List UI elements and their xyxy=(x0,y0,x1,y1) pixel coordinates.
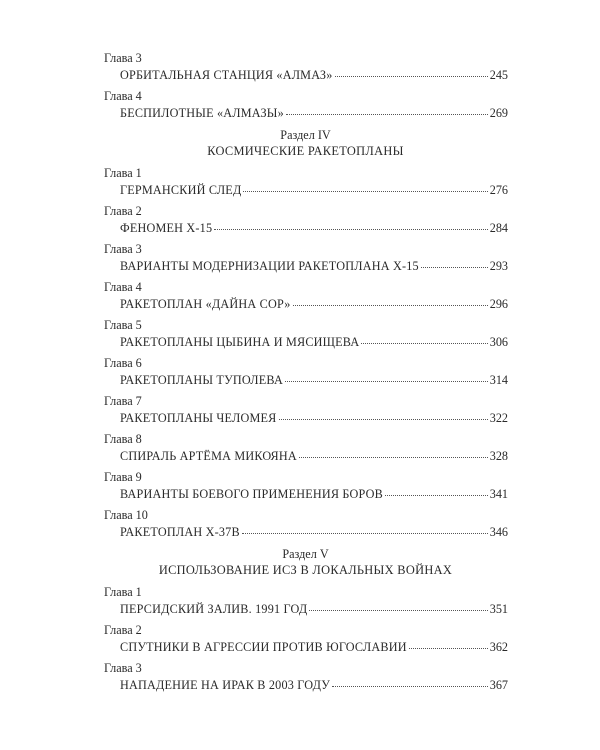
dot-leader xyxy=(385,483,488,496)
page-number: 328 xyxy=(489,449,508,463)
chapter-title-line[interactable] xyxy=(120,638,508,654)
dot-leader xyxy=(309,598,487,611)
chapter-title-line[interactable] xyxy=(120,600,508,616)
chapter-title-line[interactable] xyxy=(120,523,508,539)
toc-entry[interactable] xyxy=(103,204,508,235)
chapter-title: ФЕНОМЕН Х-15 xyxy=(120,221,213,235)
chapter-label: Глава 9 xyxy=(104,470,142,484)
chapter-title: СПУТНИКИ В АГРЕССИИ ПРОТИВ ЮГОСЛАВИИ xyxy=(120,640,407,654)
chapter-label: Глава 2 xyxy=(104,204,142,218)
chapter-title-line[interactable] xyxy=(120,181,508,197)
chapter-label: Глава 1 xyxy=(104,585,142,599)
page-number: 296 xyxy=(489,297,508,311)
chapter-title-line[interactable] xyxy=(120,295,508,311)
chapter-title: ВАРИАНТЫ МОДЕРНИЗАЦИИ РАКЕТОПЛАНА Х-15 xyxy=(120,259,419,273)
toc-entry[interactable] xyxy=(103,394,508,425)
chapter-title: ПЕРСИДСКИЙ ЗАЛИВ. 1991 ГОД xyxy=(120,602,308,616)
toc-entry[interactable] xyxy=(103,356,508,387)
chapter-label: Глава 4 xyxy=(104,280,142,294)
toc-entry[interactable] xyxy=(103,432,508,463)
chapter-title: РАКЕТОПЛАНЫ ЧЕЛОМЕЯ xyxy=(120,411,277,425)
chapter-label: Глава 4 xyxy=(104,89,142,103)
toc-entry[interactable] xyxy=(103,166,508,197)
chapter-title: СПИРАЛЬ АРТЁМА МИКОЯНА xyxy=(120,449,297,463)
chapter-title-line[interactable] xyxy=(120,257,508,273)
chapter-label: Глава 3 xyxy=(104,242,142,256)
toc-entry[interactable] xyxy=(103,623,508,654)
chapter-label: Глава 5 xyxy=(104,318,142,332)
dot-leader xyxy=(286,102,488,115)
chapter-title-line[interactable] xyxy=(120,676,508,692)
dot-leader xyxy=(409,636,488,649)
chapter-title-line[interactable] xyxy=(120,409,508,425)
page-number: 341 xyxy=(489,487,508,501)
toc-entry[interactable] xyxy=(103,585,508,616)
page-number: 322 xyxy=(489,411,508,425)
chapter-title-line[interactable] xyxy=(120,104,508,120)
chapter-title: РАКЕТОПЛАНЫ ЦЫБИНА И МЯСИЩЕВА xyxy=(120,335,360,349)
chapter-title-line[interactable] xyxy=(120,447,508,463)
section-title: КОСМИЧЕСКИЕ РАКЕТОПЛАНЫ xyxy=(207,144,404,158)
dot-leader xyxy=(242,521,488,534)
page-number: 346 xyxy=(489,525,508,539)
page-number: 367 xyxy=(489,678,508,692)
chapter-title-line[interactable] xyxy=(120,371,508,387)
table-of-contents xyxy=(103,51,508,699)
toc-entry[interactable] xyxy=(103,51,508,82)
section-title: ИСПОЛЬЗОВАНИЕ ИСЗ В ЛОКАЛЬНЫХ ВОЙНАХ xyxy=(158,563,453,577)
chapter-label: Глава 7 xyxy=(104,394,142,408)
dot-leader xyxy=(214,217,487,230)
section-label: Раздел V xyxy=(282,547,329,561)
toc-entry[interactable] xyxy=(103,470,508,501)
page-number: 245 xyxy=(489,68,508,82)
dot-leader xyxy=(332,674,488,687)
page-number: 276 xyxy=(489,183,508,197)
chapter-title: ГЕРМАНСКИЙ СЛЕД xyxy=(120,183,242,197)
chapter-label: Глава 6 xyxy=(104,356,142,370)
section-label: Раздел IV xyxy=(280,128,331,142)
page-number: 314 xyxy=(489,373,508,387)
chapter-label: Глава 8 xyxy=(104,432,142,446)
chapter-title: РАКЕТОПЛАН «ДАЙНА СОР» xyxy=(120,297,291,311)
chapter-label: Глава 1 xyxy=(104,166,142,180)
chapter-label: Глава 3 xyxy=(104,51,142,65)
chapter-title-line[interactable] xyxy=(120,485,508,501)
chapter-title-line[interactable] xyxy=(120,66,508,82)
page-number: 284 xyxy=(489,221,508,235)
toc-entry[interactable] xyxy=(103,89,508,120)
dot-leader xyxy=(285,369,488,382)
dot-leader xyxy=(243,179,487,192)
dot-leader xyxy=(361,331,487,344)
chapter-label: Глава 3 xyxy=(104,661,142,675)
dot-leader xyxy=(293,293,488,306)
toc-entry[interactable] xyxy=(103,318,508,349)
chapter-label: Глава 10 xyxy=(104,508,148,522)
page-number: 269 xyxy=(489,106,508,120)
toc-entry[interactable] xyxy=(103,242,508,273)
toc-entry[interactable] xyxy=(103,280,508,311)
dot-leader xyxy=(421,255,488,268)
section-heading xyxy=(103,546,508,579)
toc-entry[interactable] xyxy=(103,508,508,539)
toc-entry[interactable] xyxy=(103,661,508,692)
dot-leader xyxy=(335,64,488,77)
page-number: 351 xyxy=(489,602,508,616)
chapter-title: РАКЕТОПЛАНЫ ТУПОЛЕВА xyxy=(120,373,283,387)
dot-leader xyxy=(279,407,488,420)
chapter-title-line[interactable] xyxy=(120,333,508,349)
chapter-label: Глава 2 xyxy=(104,623,142,637)
chapter-title: НАПАДЕНИЕ НА ИРАК В 2003 ГОДУ xyxy=(120,678,331,692)
chapter-title-line[interactable] xyxy=(120,219,508,235)
page-number: 293 xyxy=(489,259,508,273)
page-number: 362 xyxy=(489,640,508,654)
chapter-title: БЕСПИЛОТНЫЕ «АЛМАЗЫ» xyxy=(120,106,284,120)
chapter-title: ВАРИАНТЫ БОЕВОГО ПРИМЕНЕНИЯ БОРОВ xyxy=(120,487,384,501)
dot-leader xyxy=(299,445,488,458)
section-heading xyxy=(103,127,508,160)
chapter-title: ОРБИТАЛЬНАЯ СТАНЦИЯ «АЛМАЗ» xyxy=(120,68,333,82)
chapter-title: РАКЕТОПЛАН Х-37В xyxy=(120,525,240,539)
page-number: 306 xyxy=(489,335,508,349)
